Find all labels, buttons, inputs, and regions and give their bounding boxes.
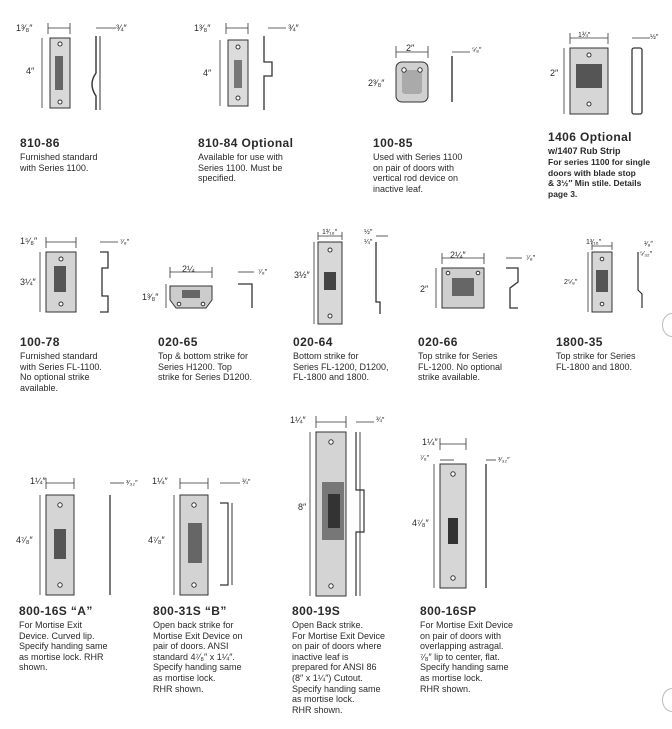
strike-1800-35-drawing [552,238,662,318]
product-020-66 [418,336,548,383]
product-desc-line: Specify handing same [19,641,108,652]
dim-width: 1³⁄₁₆″ [322,229,338,236]
dim-depth: ³⁄₃₂″ [498,457,510,464]
dim-width: 2¼″ [450,250,466,260]
dim-height: 4″ [26,66,35,76]
product-desc-line: Specify handing same [420,662,509,673]
dim-width: 1⁵⁄₈″ [20,236,38,246]
product-810-86 [20,137,180,173]
product-desc-line: RHR shown. [420,683,471,694]
product-desc-line: as mortise lock. [420,672,483,683]
product-100-78 [20,336,170,393]
product-code: 100-85 [373,136,413,150]
binder-hole [662,688,672,712]
product-desc-line: available. [20,382,59,393]
dim-depth: ⁷⁄₈″ [258,269,268,276]
strike-100-85-drawing [368,40,498,120]
dim-height: 2″ [550,68,559,78]
product-desc-line: on pair of doors where [292,641,382,652]
product-code: 810-84 Optional [198,136,294,150]
product-desc-line: as mortise lock. [153,672,216,683]
product-800-31S [153,605,293,694]
strike-810-86-drawing [16,18,140,118]
product-desc-line: strike for Series D1200. [158,372,253,383]
product-1406 [548,131,672,199]
product-desc-line: Mortise Exit Device on [153,630,243,641]
product-020-65 [158,336,288,383]
product-code: 800-19S [292,604,341,618]
product-desc-line: For Mortise Exit Device [420,620,514,630]
dim-height: 8″ [298,502,307,512]
product-desc-line: Device. Curved lip. [19,630,95,641]
dim-depth: ¾″ [242,479,251,486]
dim-height: 4⁷⁄₈″ [16,535,33,545]
product-desc-line: & 3½″ Min stile. Details [548,178,642,189]
dim-width: 2″ [406,43,415,53]
product-desc-line: FL-1200. No optional [418,361,503,372]
product-800-19S [292,605,422,715]
product-100-85 [373,137,533,194]
product-desc-line: shown. [19,662,48,673]
dim-lip: ⁵⁄₃₂″ [640,251,653,258]
strike-1406-drawing [548,28,672,123]
dim-height: 4⁷⁄₈″ [148,535,165,545]
product-code: 800-16S “A” [19,604,93,618]
product-desc-line: Bottom strike for [293,351,359,361]
dim-depth: ⁷⁄₈″ [120,239,130,246]
strike-020-64-drawing [292,228,402,328]
dim-depth: ½″ [650,34,659,41]
dim-width: 1¼″ [30,476,46,486]
product-020-64 [293,336,423,383]
product-desc-line: Open Back strike. [292,620,364,630]
product-code: 020-66 [418,335,458,349]
product-desc-line: inactive leaf. [373,183,424,194]
product-desc-line: prepared for ANSI 86 [292,662,377,673]
product-desc-line: FL-1800 and 1800. [556,361,633,372]
binder-hole [662,313,672,337]
dim-depth: ¾″ [116,23,127,33]
product-desc-line: vertical rod device on [373,173,459,184]
strike-800-16S-drawing [16,473,146,603]
product-desc-line: on pair of doors with [373,162,455,173]
product-code: 100-78 [20,335,60,349]
dim-width: 1³⁄₈″ [16,23,33,33]
product-desc-line: Furnished standard [20,351,98,361]
strike-020-66-drawing [418,248,548,323]
strike-810-84-drawing [194,18,318,118]
dim-width: 1¼″ [152,476,168,486]
product-desc-line: Top strike for Series [418,351,498,361]
strike-100-78-drawing [20,232,150,327]
product-desc-line: Used with Series 1100 [373,152,463,162]
product-800-16SP [420,605,560,694]
dim-lip: ¼″ [364,239,373,246]
product-code: 1406 Optional [548,130,632,144]
dim-width: 1³⁄₁₆″ [586,239,602,246]
product-desc-line: standard 4⁷⁄₈″ x 1¼″. [153,651,235,662]
product-1800-35 [556,336,672,372]
product-desc-line: RHR shown. [153,683,204,694]
product-desc-line: Available for use with [198,152,283,162]
dim-depth: ⁷⁄₈″ [526,255,536,262]
product-desc-line: overlapping astragal. [420,641,504,652]
product-desc-line: Top strike for Series [556,351,636,361]
strike-800-19S-drawing [290,410,410,600]
product-code: 800-16SP [420,604,477,618]
product-code: 020-64 [293,335,333,349]
product-desc-line: inactive leaf is [292,651,349,662]
product-desc-line: Series H1200. Top [158,361,232,372]
product-desc-line: No optional strike [20,372,90,383]
dim-width: 1¾″ [578,32,591,39]
product-desc-line: For series 1100 for single [548,157,651,167]
product-desc-line: For Mortise Exit Device [292,630,386,641]
dim-depth: ¾″ [288,23,299,33]
product-810-84 [198,137,368,184]
dim-height: 2″ [420,284,429,294]
dim-height: 1³⁄₈″ [142,292,159,302]
dim-height: 3½″ [294,270,310,280]
product-desc-line: as mortise lock. [292,694,355,705]
strike-020-65-drawing [142,262,280,332]
product-code: 810-86 [20,136,60,150]
dim-width: 1¼″ [290,415,306,425]
product-desc-line: strike available. [418,372,481,383]
dim-depth: ½″ [364,229,373,236]
product-code: 1800-35 [556,335,603,349]
dim-depth: ⁵⁄₈″ [472,47,482,54]
product-desc-line: as mortise lock. RHR [19,651,104,662]
product-desc-line: RHR shown. [292,704,343,715]
strike-800-16SP-drawing [414,432,534,592]
product-desc-line: Specify handing same [292,683,381,694]
product-desc-line: Open back strike for [153,620,234,630]
product-desc-line: pair of doors. ANSI [153,641,229,652]
dim-depth: ¾″ [376,417,385,424]
strike-800-31S-drawing [150,473,280,603]
product-desc-line: Top & bottom strike for [158,351,249,361]
product-desc-line: Series 1100. Must be [198,162,283,173]
product-subtitle: w/1407 Rub Strip [548,146,621,156]
product-desc-line: Series FL-1200, D1200, [293,361,389,372]
dim-height: 3¼″ [20,277,36,287]
dim-lip: ⁷⁄₈″ [420,455,430,462]
dim-height: 2⁵⁄₈″ [564,279,578,286]
dim-height: 2³⁄₈″ [368,78,385,88]
product-desc-line: doors with blade stop [548,167,636,178]
product-code: 800-31S “B” [153,604,227,618]
product-desc-line: For Mortise Exit [19,620,83,630]
dim-width: 1³⁄₈″ [194,23,211,33]
product-desc-line: ⁷⁄₈″ lip to center, flat. [420,651,500,662]
dim-depth: ³⁄₃₂″ [126,480,138,487]
dim-width: 2¼ [182,264,195,274]
product-desc-line: Furnished standard [20,152,98,162]
dim-height: 4″ [203,68,212,78]
dim-height: 4⁷⁄₈″ [412,518,429,528]
dim-depth: ¹⁄₈″ [644,241,653,248]
product-800-16S [19,605,149,673]
product-desc-line: (8″ x 1¼″) Cutout. [292,672,363,683]
product-desc-line: Specify handing same [153,662,242,673]
product-desc-line: page 3. [548,188,578,199]
product-desc-line: on pair of doors with [420,630,502,641]
product-desc-line: with Series 1100. [20,162,89,173]
product-desc-line: with Series FL-1100. [20,361,102,372]
product-code: 020-65 [158,335,198,349]
dim-width: 1¼″ [422,437,438,447]
product-desc-line: specified. [198,173,237,184]
product-desc-line: FL-1800 and 1800. [293,372,370,383]
